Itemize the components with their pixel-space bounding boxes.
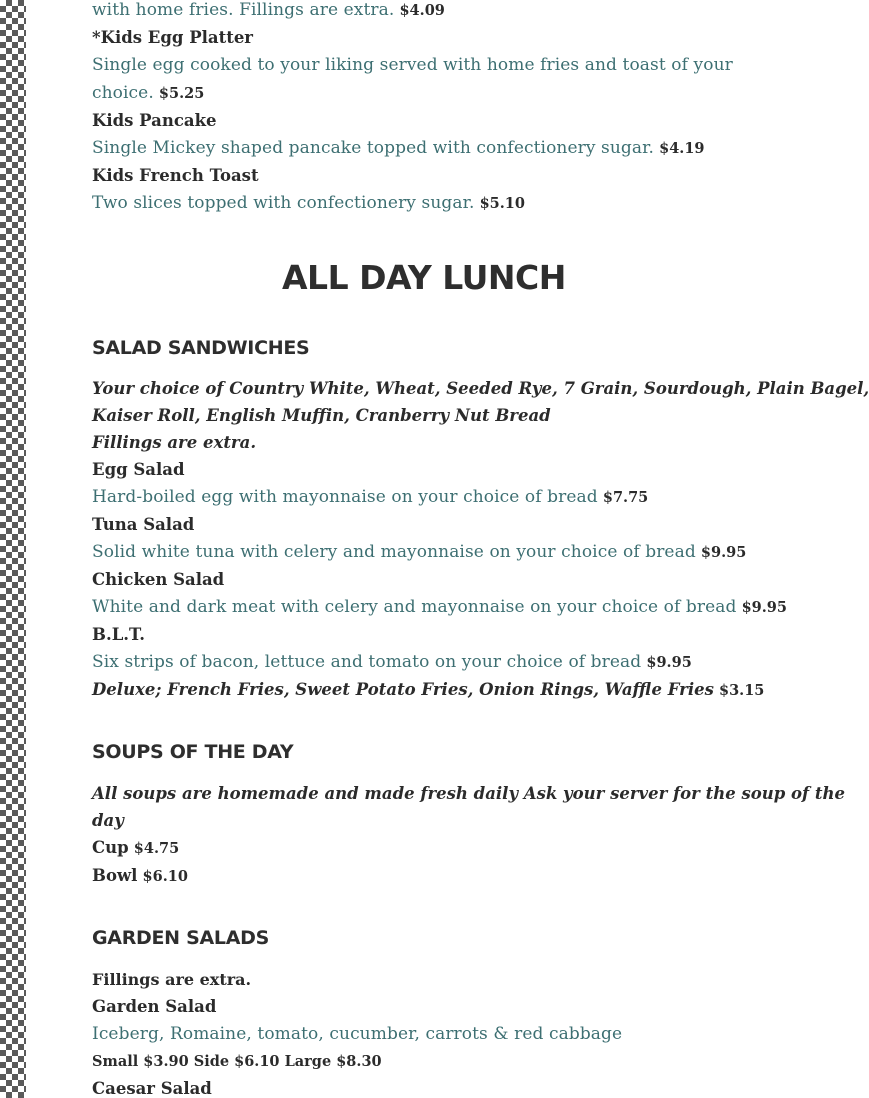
- menu-item-price: $9.95: [741, 599, 787, 616]
- menu-item-name-kids-pancake: Kids Pancake: [92, 111, 217, 130]
- menu-item-name-blt: B.L.T.: [92, 625, 145, 644]
- deluxe-note: Deluxe; French Fries, Sweet Potato Fries, Onion Rings, Waffle Fries: [92, 680, 714, 699]
- menu-item-price: $6.10: [142, 868, 188, 885]
- section-heading-soups: SOUPS OF THE DAY: [92, 741, 294, 763]
- menu-item-description: White and dark meat with celery and mayonnaise on your choice of bread: [92, 597, 737, 617]
- menu-item-name-kids-egg-platter: *Kids Egg Platter: [92, 28, 254, 47]
- menu-item-price: $4.75: [133, 840, 180, 857]
- menu-item-price: $5.10: [479, 195, 525, 212]
- menu-item-description-line2: [92, 85, 204, 102]
- menu-item-line: [92, 654, 692, 671]
- menu-item-price: $3.15: [718, 682, 765, 699]
- section-note: Fillings are extra.: [92, 433, 257, 452]
- menu-item-price: $5.25: [158, 85, 205, 102]
- section-note: Your choice of Country White, Wheat, Seeded Rye, 7 Grain, Sourdough, Plain Bagel,: [92, 379, 869, 398]
- section-heading-salad-sandwiches: SALAD SANDWICHES: [92, 337, 310, 359]
- menu-item-price: $4.19: [659, 140, 705, 157]
- menu-item-line: [92, 489, 648, 506]
- menu-item-name: Bowl: [92, 866, 138, 885]
- menu-item-price: $9.95: [700, 544, 747, 561]
- menu-item-line: [92, 140, 705, 157]
- menu-item-name-egg-salad: Egg Salad: [92, 460, 185, 479]
- menu-item-line: [92, 599, 787, 616]
- menu-item-description: Single egg cooked to your liking served with home fries and toast of your: [92, 55, 733, 75]
- menu-item-name-kids-french-toast: Kids French Toast: [92, 166, 259, 185]
- menu-item-name-caesar-salad: Caesar Salad: [92, 1079, 212, 1098]
- menu-item-line: [92, 195, 525, 212]
- menu-item-line-cup: [92, 840, 179, 857]
- menu-item-description: choice.: [92, 83, 154, 103]
- menu-item-price: $9.95: [646, 654, 692, 671]
- menu-item-name-tuna-salad: Tuna Salad: [92, 515, 195, 534]
- menu-item-description: Two slices topped with confectionery sugar.: [92, 193, 475, 213]
- menu-item-name: Cup: [92, 838, 129, 857]
- checkered-border: [0, 0, 26, 1098]
- page-title: ALL DAY LUNCH: [282, 258, 566, 297]
- deluxe-line: [92, 682, 764, 699]
- menu-item-sizes: Small $3.90 Side $6.10 Large $8.30: [92, 1053, 382, 1070]
- section-note: All soups are homemade and made fresh daily Ask your server for the soup of the: [92, 784, 846, 803]
- menu-item-description: Iceberg, Romaine, tomato, cucumber, carrots & red cabbage: [92, 1024, 623, 1044]
- menu-item-line-bowl: [92, 868, 188, 885]
- section-note: day: [92, 811, 124, 830]
- menu-item-name-chicken-salad: Chicken Salad: [92, 570, 225, 589]
- menu-item-description: Hard-boiled egg with mayonnaise on your choice of bread: [92, 487, 598, 507]
- menu-item-description: with home fries. Fillings are extra.: [92, 0, 395, 20]
- menu-item-fillings-line: [92, 2, 445, 19]
- section-note: Kaiser Roll, English Muffin, Cranberry Nut Bread: [92, 406, 551, 425]
- menu-item-description: Six strips of bacon, lettuce and tomato on your choice of bread: [92, 652, 642, 672]
- menu-item-price: $4.09: [399, 2, 445, 19]
- menu-item-name-garden-salad: Garden Salad: [92, 997, 217, 1016]
- menu-item-description: Solid white tuna with celery and mayonnaise on your choice of bread: [92, 542, 696, 562]
- section-heading-garden-salads: GARDEN SALADS: [92, 927, 269, 949]
- section-note: Fillings are extra.: [92, 970, 252, 989]
- menu-item-price: $7.75: [602, 489, 649, 506]
- menu-item-description: Single Mickey shaped pancake topped with confectionery sugar.: [92, 138, 655, 158]
- menu-item-line: [92, 544, 746, 561]
